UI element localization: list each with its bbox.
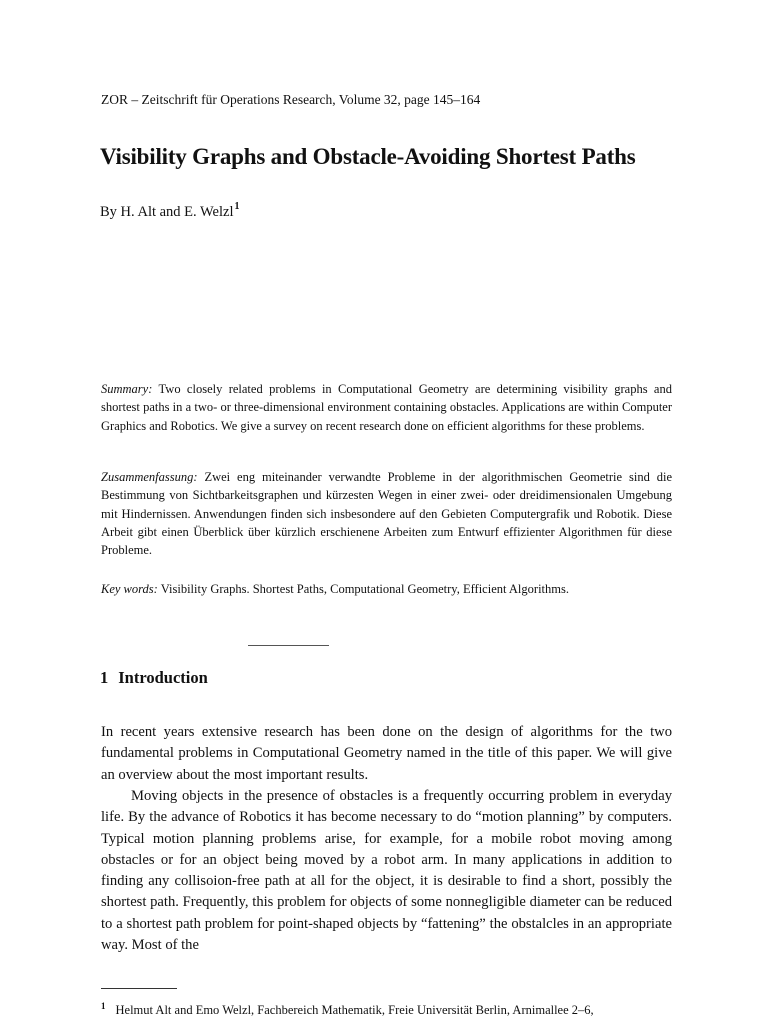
footnote-mark: 1: [101, 1001, 106, 1011]
keywords-text: Visibility Graphs. Shortest Paths, Computational Geometry, Efficient Algorithms.: [160, 582, 569, 596]
authors-text: By H. Alt and E. Welzl: [100, 204, 234, 220]
zusammenfassung-block: [101, 468, 672, 559]
footnote-rule: [101, 988, 177, 989]
section-heading: [100, 668, 208, 688]
section-title: Introduction: [118, 668, 208, 687]
summary-text: Two closely related problems in Computational Geometry are determining visibility graphs and shortest paths in a two- or three-dimensional environment containing obstacles. Applications are within Computer Graphics and Robotics. We give a survey on recent research done on efficient algorithms for these problems.: [101, 382, 672, 433]
zusammenfassung-text: Zwei eng miteinander verwandte Probleme in der algorithmischen Geometrie sind die Bestimmung von Sichtbarkeitsgraphen und kürzesten Wegen in einer zwei- oder dreidimensionalen Umgebung mit Hindernissen. Anwendungen finden sich insbesondere auf den Gebieten Computergrafik und Robotik. Diese Arbeit gibt einen Überblick über kürzlich erschienene Arbeiten zum Entwurf effizienter Algorithmen für diese Probleme.: [101, 470, 672, 558]
keywords-label: Key words:: [101, 582, 158, 596]
summary-block: [101, 380, 672, 435]
author-line: [100, 201, 240, 221]
footnote-text: Helmut Alt and Emo Welzl, Fachbereich Mathematik, Freie Universität Berlin, Arnimallee 2–6,: [115, 1003, 594, 1017]
footnote: [101, 1003, 594, 1018]
summary-label: Summary:: [101, 382, 153, 396]
intro-paragraph-1: In recent years extensive research has been done on the design of algorithms for the two fundamental problems in Computational Geometry named in the title of this paper. We will give an overview about the most important results.: [101, 724, 672, 783]
section-divider: [248, 645, 329, 646]
section-number: 1: [100, 668, 109, 687]
author-footnote-mark: 1: [234, 201, 240, 212]
journal-header: ZOR – Zeitschrift für Operations Research, Volume 32, page 145–164: [101, 92, 481, 107]
intro-paragraph-2: Moving objects in the presence of obstacles is a frequently occurring problem in everyday life. By the advance of Robotics it has become necessary to do “motion planning” by computers. Typical motion planning problems arise, for example, for a mobile robot moving among obstacles or for an object being moved by a robot arm. In many applications in addition to finding any collisoion-free path at all for the object, it is desirable to find a short, possibly the shortest path. Frequently, this problem for objects of some nonnegligible diameter can be reduced to a shortest path problem for point-shaped objects by “fattening” the obstalcles in an appropriate way. Most of the: [101, 788, 672, 954]
keywords-block: [101, 580, 672, 598]
zusammenfassung-label: Zusammenfassung:: [101, 470, 198, 484]
paper-title: Visibility Graphs and Obstacle-Avoiding Shortest Paths: [100, 144, 636, 169]
